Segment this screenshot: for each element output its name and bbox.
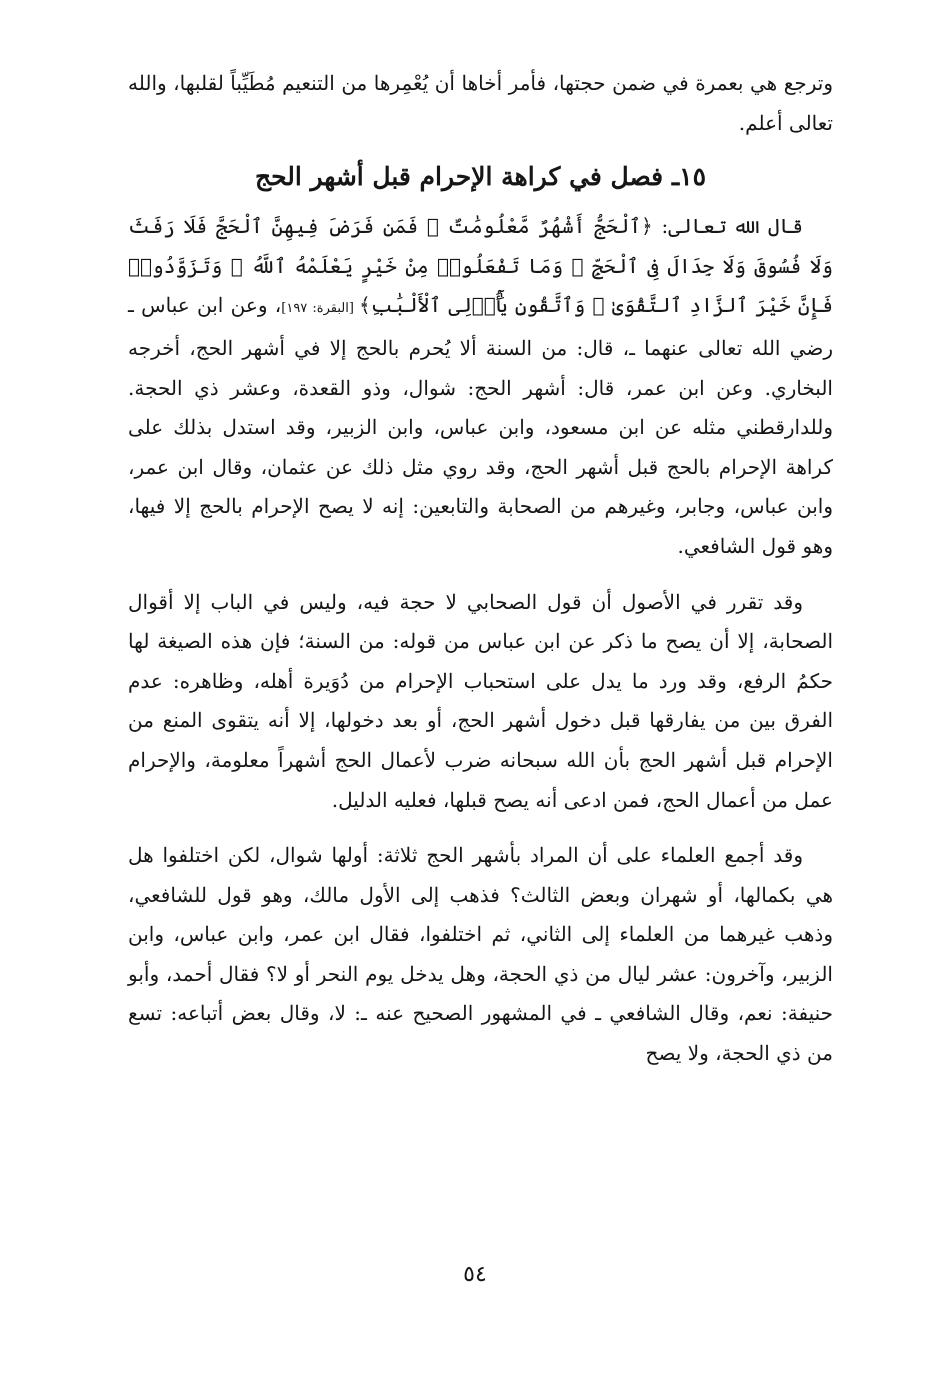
page-number: ٥٤: [463, 1262, 487, 1287]
paragraph-usul: وقد تقرر في الأصول أن قول الصحابي لا حجة فيه، وليس في الباب إلا أقوال الصحابة، إلا أن يصح ما ذكر عن ابن عباس من قوله: من السنة؛ فإن هذه الصيغة لها حكمُ الرفع، وقد ورد ما يدل على استحباب الإحرام من دُوَيرة أهله، وظاهره: عدم الفرق بين من يفارقها قبل دخول أشهر الحج، أو بعد دخولها، إلا أنه يتقوى المنع من الإحرام قبل أشهر الحج بأن الله سبحانه ضرب لأعمال الحج أشهراً معلومة، والإحرام عمل من أعمال الحج، فمن ادعى أنه يصح قبلها، فعليه الدليل.: [128, 589, 833, 812]
page-body: [128, 64, 833, 1074]
paragraph-text: ، وعن ابن عباس ـ رضي الله تعالى عنهما ـ، قال: من السنة ألا يُحرم بالحج إلا في أشهر الحج، أخرجه البخاري. وعن ابن عمر، قال: أشهر الحج: شوال، وذو القعدة، وعشر ذي الحجة. وللدارقطني مثله عن ابن مسعود، وابن عباس، وابن الزبير، وقد استدل بذلك على كراهة الإحرام بالحج قبل أشهر الحج، وقد روي مثل ذلك عن عثمان، وقال ابن عمر، وابن عباس، وجابر، وغيرهم من الصحابة والتابعين: إنه لا يصح الإحرام بالحج إلا فيها، وهو قول الشافعي.: [128, 293, 833, 558]
paragraph-intro-text: قال الله تعالى:: [652, 214, 803, 239]
paragraph-consensus: وقد أجمع العلماء على أن المراد بأشهر الحج ثلاثة: أولها شوال، لكن اختلفوا هل هي بكمالها، أو شهران وبعض الثالث؟ فذهب إلى الأول مالك، وهو قول للشافعي، وذهب غيرهما من العلماء إلى الثاني، ثم اختلفوا، فقال ابن عمر، وابن عباس، وابن الزبير، وآخرون: عشر ليال من ذي الحجة، وهل يدخل يوم النحر أو لا؟ فقال أحمد، وأبو حنيفة: نعم، وقال الشافعي ـ في المشهور الصحيح عنه ـ: لا، وقال بعض أتباعه: تسع من ذي الحجة، ولا يصح: [128, 843, 833, 1066]
verse-reference: [البقرة: ١٩٧]: [281, 301, 360, 317]
paragraph-continuation: وترجع هي بعمرة في ضمن حجتها، فأمر أخاها أن يُعْمِرها من التنعيم مُطَيِّباً لقلبها، والله تعالى أعلم.: [128, 71, 833, 135]
quran-verse: ﴿ٱلْحَجُّ أَشْهُرٌ مَّعْلُومَٰتٌ ۚ فَمَن فَرَضَ فِيهِنَّ ٱلْحَجَّ فَلَا رَفَثَ وَلَا فُسُوقَ وَلَا جِدَالَ فِى ٱلْحَجِّ ۗ وَمَا تَفْعَلُوا۟ مِنْ خَيْرٍ يَعْلَمْهُ ٱللَّهُ ۗ وَتَزَوَّدُوا۟ فَإِنَّ خَيْرَ ٱلزَّادِ ٱلتَّقْوَىٰ ۚ وَٱتَّقُونِ يَٰٓأُو۟لِى ٱلْأَلْبَٰبِ﴾: [128, 214, 834, 318]
section-heading: ١٥ـ فصل في كراهة الإحرام قبل أشهر الحج: [254, 162, 707, 192]
paragraph-quran-intro: [128, 207, 833, 566]
